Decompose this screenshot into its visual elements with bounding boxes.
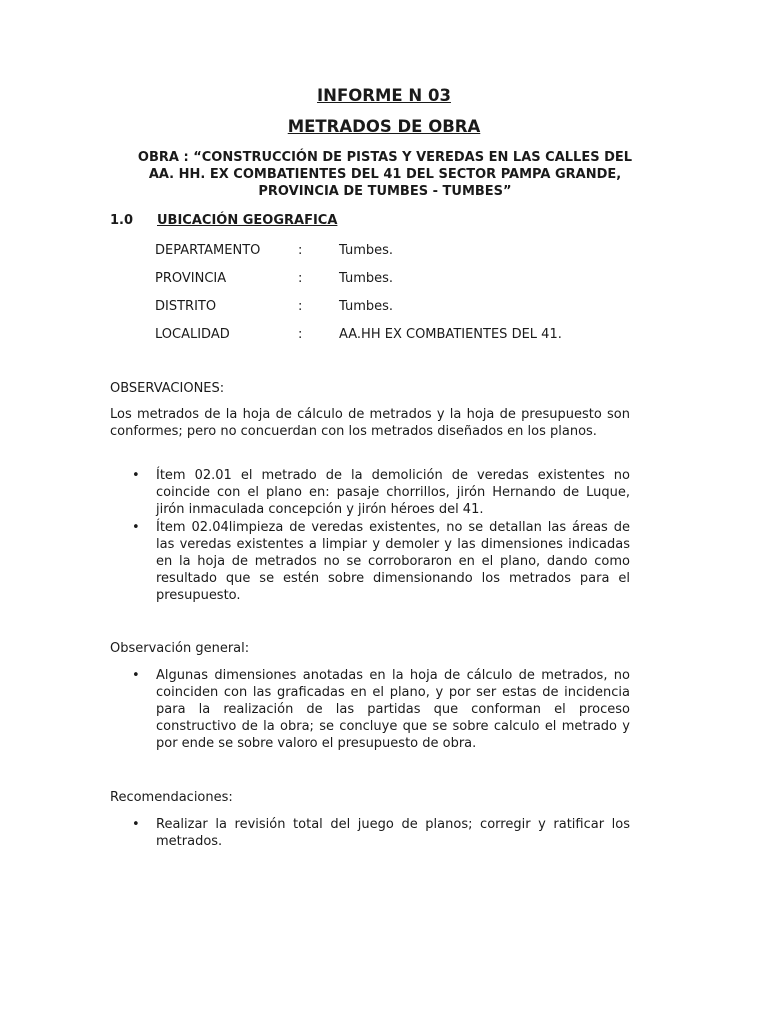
list-item [110,467,630,518]
location-key: PROVINCIA [155,271,227,286]
observacion-general-list [110,667,630,753]
location-colon: : [298,243,303,258]
section-heading-ubicacion [110,213,337,228]
section-number: 1.0 [110,213,134,228]
section-title: UBICACIÓN GEOGRAFICA [157,213,338,228]
bullet-icon: • [132,668,140,683]
observaciones-intro: Los metrados de la hoja de cálculo de metrados y la hoja de presupuesto son conformes; pero no concuerdan con los metrados diseñados en los planos. [110,407,630,439]
list-item [110,519,630,604]
observaciones-heading: OBSERVACIONES: [110,381,225,396]
list-item-text: Realizar la revisión total del juego de planos; corregir y ratificar los metrados. [156,817,630,849]
report-title: INFORME N 03 [317,86,451,105]
location-value: Tumbes. [339,243,394,258]
list-item [110,667,630,752]
location-value: AA.HH EX COMBATIENTES DEL 41. [339,327,562,342]
list-item-text: Ítem 02.04limpieza de veredas existentes, no se detallan las áreas de las veredas existentes a limpiar y demoler y las dimensiones indicadas en la hoja de metrados no se corroboraron en el plano, dando como resultado que se estén sobre dimensionando los metrados para el presupuesto. [156,520,630,603]
bullet-icon: • [132,520,140,535]
bullet-icon: • [132,817,140,832]
list-item [110,816,630,850]
location-value: Tumbes. [339,271,394,286]
list-item-text: Algunas dimensiones anotadas en la hoja de cálculo de metrados, no coinciden con las graficadas en el plano, y por ser estas de incidencia para la realización de las partidas que conforman el proceso constructivo de la obra; se concluye que se sobre calculo el metrado y por ende se sobre valoro el presupuesto de obra. [156,668,630,751]
location-colon: : [298,327,303,342]
recomendaciones-list [110,816,630,851]
observaciones-list [110,467,630,605]
list-item-text: Ítem 02.01 el metrado de la demolición de veredas existentes no coincide con el plano en: pasaje chorrillos, jirón Hernando de Luque, jirón inmaculada concepción y jirón héroes del 41. [156,468,630,517]
location-key: LOCALIDAD [155,327,230,342]
bullet-icon: • [132,468,140,483]
location-colon: : [298,271,303,286]
location-key: DEPARTAMENTO [155,243,261,258]
recomendaciones-heading: Recomendaciones: [110,790,233,805]
location-key: DISTRITO [155,299,217,314]
report-subtitle: METRADOS DE OBRA [287,117,481,136]
location-value: Tumbes. [339,299,394,314]
observacion-general-heading: Observación general: [110,641,250,656]
location-colon: : [298,299,303,314]
obra-description: OBRA : “CONSTRUCCIÓN DE PISTAS Y VEREDAS EN LAS CALLES DEL AA. HH. EX COMBATIENTES DEL 41 DEL SECTOR PAMPA GRANDE, PROVINCIA DE TUMBES - TUMBES” [137,150,633,199]
